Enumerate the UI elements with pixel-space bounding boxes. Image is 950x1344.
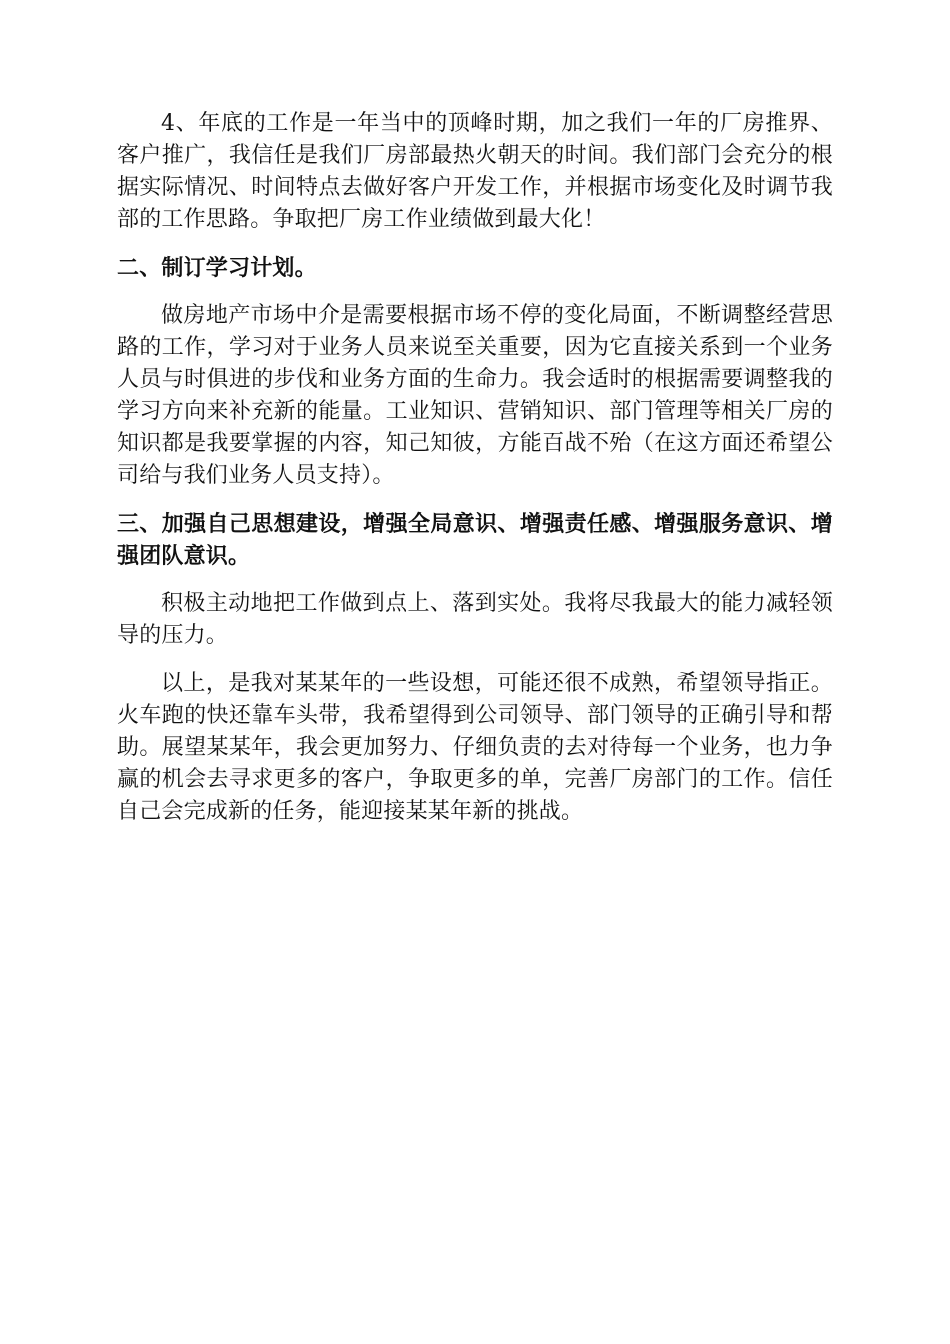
- paragraph-year-end-work: 4、年底的工作是一年当中的顶峰时期，加之我们一年的厂房推界、客户推广，我信任是我们厂房部最热火朝天的时间。我们部门会充分的根据实际情况、时间特点去做好客户开发工作，并根据市场变化及时调节我部的工作思路。争取把厂房工作业绩做到最大化！: [117, 111, 833, 232]
- paragraph-proactive-work: 积极主动地把工作做到点上、落到实处。我将尽我最大的能力减轻领导的压力。: [117, 591, 833, 648]
- paragraph-conclusion: 以上，是我对某某年的一些设想，可能还很不成熟，希望领导指正。火车跑的快还靠车头带，我希望得到公司领导、部门领导的正确引导和帮助。展望某某年，我会更加努力、仔细负责的去对待每一个业务，也力争赢的机会去寻求更多的客户，争取更多的单，完善厂房部门的工作。信任自己会完成新的任务，能迎接某某年新的挑战。: [117, 671, 833, 824]
- paragraph-study-plan: 做房地产市场中介是需要根据市场不停的变化局面，不断调整经营思路的工作，学习对于业务人员来说至关重要，因为它直接关系到一个业务人员与时俱进的步伐和业务方面的生命力。我会适时的根据需要调整我的学习方向来补充新的能量。工业知识、营销知识、部门管理等相关厂房的知识都是我要掌握的内容，知己知彼，方能百战不殆（在这方面还希望公司给与我们业务人员支持）。: [117, 303, 833, 488]
- spacer: [117, 492, 833, 508]
- document-page: [117, 108, 833, 828]
- spacer: [117, 652, 833, 668]
- spacer: [117, 572, 833, 588]
- spacer: [117, 236, 833, 252]
- heading-study-plan: 二、制订学习计划。: [117, 255, 317, 281]
- heading-ideological-building: 三、加强自己思想建设，增强全局意识、增强责任感、增强服务意识、增强团队意识。: [117, 511, 833, 569]
- spacer: [117, 284, 833, 300]
